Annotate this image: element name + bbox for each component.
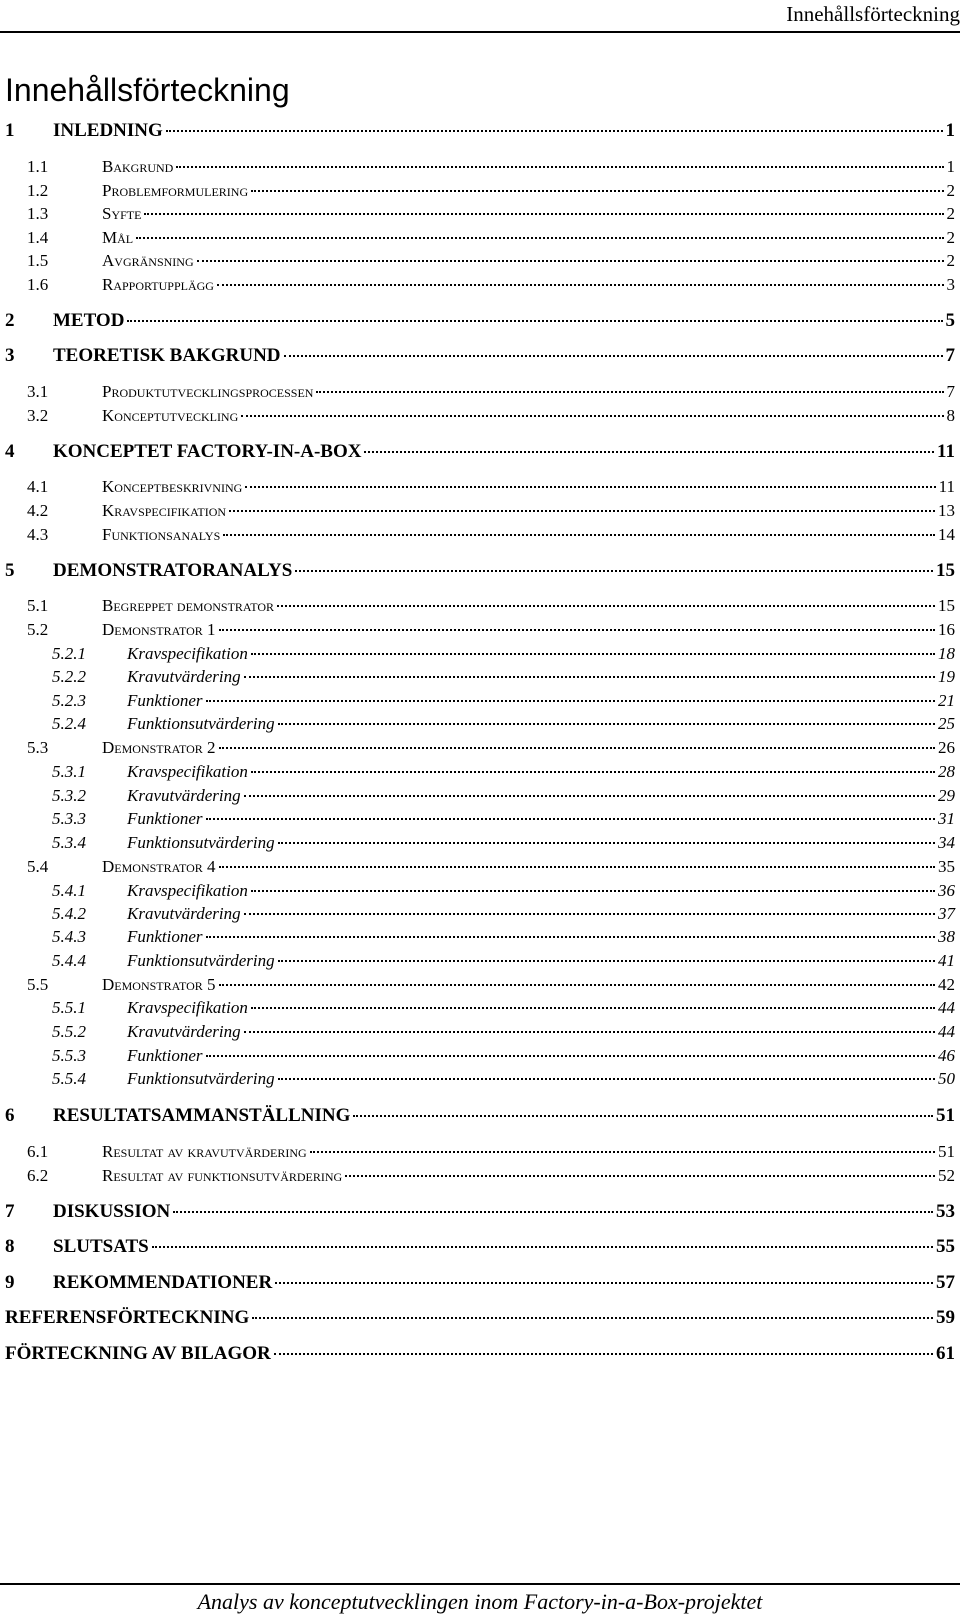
toc-entry-title: Funktioner	[127, 809, 203, 828]
dot-leader	[278, 723, 935, 725]
toc-entry[interactable]	[0, 808, 955, 830]
toc-entry-number: 5.5.2	[52, 1022, 86, 1041]
toc-entry-title: RESULTATSAMMANSTÄLLNING	[53, 1105, 351, 1126]
toc-entry-number: 1.5	[27, 251, 49, 270]
dot-leader	[241, 415, 943, 417]
dot-leader	[353, 1115, 933, 1117]
toc-entry[interactable]	[0, 309, 955, 333]
toc-entry-number: 1	[5, 120, 15, 141]
toc-entry[interactable]	[0, 476, 955, 498]
toc-entry-title: Kravutvärdering	[127, 904, 241, 923]
toc-entry-page-number: 44	[938, 998, 955, 1017]
toc-entry[interactable]	[0, 643, 955, 665]
dot-leader	[136, 237, 943, 239]
toc-entry-page-number: 8	[946, 406, 955, 425]
dot-leader	[173, 1211, 933, 1213]
toc-entry-number: 8	[5, 1236, 15, 1257]
toc-entry-title: Kravspecifikation	[127, 881, 248, 900]
dot-leader	[316, 391, 943, 393]
toc-entry[interactable]	[0, 974, 955, 996]
toc-entry[interactable]	[0, 880, 955, 902]
toc-entry-number: 5.5	[27, 975, 49, 994]
toc-entry-page-number: 50	[938, 1069, 955, 1088]
toc-entry-number: 5.5.4	[52, 1069, 86, 1088]
toc-entry-title: Funktionsanalys	[102, 525, 221, 544]
toc-entry-page-number: 42	[938, 975, 955, 994]
toc-entry[interactable]	[0, 524, 955, 546]
toc-entry-number: 5.4	[27, 857, 49, 876]
toc-entry-page-number: 3	[946, 275, 955, 294]
toc-entry-title: Kravutvärdering	[127, 667, 241, 686]
dot-leader	[229, 510, 935, 512]
toc-entry[interactable]	[0, 274, 955, 296]
toc-entry-page-number: 7	[946, 382, 955, 401]
toc-entry[interactable]	[0, 1235, 955, 1259]
toc-entry[interactable]	[0, 405, 955, 427]
toc-entry[interactable]	[0, 119, 955, 143]
toc-entry-title: Kravspecifikation	[127, 998, 248, 1017]
toc-entry-title: Resultat av kravutvärdering	[102, 1142, 307, 1161]
toc-entry-title: METOD	[53, 310, 125, 331]
toc-entry-number: 9	[5, 1272, 15, 1293]
toc-entry-number: 5.5.1	[52, 998, 86, 1017]
dot-leader	[274, 1353, 933, 1355]
page-title: Innehållsförteckning	[5, 72, 290, 108]
toc-entry-number: 1.1	[27, 157, 49, 176]
toc-entry-number: 1.6	[27, 275, 49, 294]
toc-entry-page-number: 1	[945, 120, 955, 141]
dot-leader	[144, 213, 943, 215]
dot-leader	[251, 771, 935, 773]
toc-entry[interactable]	[0, 227, 955, 249]
toc-entry-number: 5.4.2	[52, 904, 86, 923]
toc-entry-page-number: 37	[938, 904, 955, 923]
toc-entry-number: 2	[5, 310, 15, 331]
dot-leader	[219, 747, 936, 749]
toc-entry-title: Resultat av funktionsutvärdering	[102, 1166, 343, 1185]
dot-leader	[364, 451, 934, 453]
dot-leader	[295, 570, 933, 572]
dot-leader	[278, 960, 935, 962]
toc-entry[interactable]	[0, 559, 955, 583]
toc-entry-number: 3.2	[27, 406, 49, 425]
toc-entry-page-number: 7	[945, 345, 955, 366]
toc-entry-title: Avgränsning	[102, 251, 194, 270]
toc-entry-page-number: 29	[938, 786, 955, 805]
dot-leader	[251, 890, 935, 892]
dot-leader	[217, 284, 944, 286]
toc-entry-number: 4	[5, 441, 15, 462]
toc-entry[interactable]	[0, 903, 955, 925]
toc-entry-page-number: 1	[946, 157, 955, 176]
toc-entry-number: 1.2	[27, 181, 49, 200]
toc-entry-number: 5.1	[27, 596, 49, 615]
toc-entry-number: 5	[5, 560, 15, 581]
toc-entry-number: 5.5.3	[52, 1046, 86, 1065]
dot-leader	[251, 1007, 935, 1009]
toc-entry[interactable]	[0, 690, 955, 712]
dot-leader	[206, 818, 935, 820]
dot-leader	[251, 653, 935, 655]
toc-entry-page-number: 15	[938, 596, 955, 615]
toc-entry-page-number: 44	[938, 1022, 955, 1041]
toc-entry-number: 5.2.4	[52, 714, 86, 733]
toc-entry[interactable]	[0, 1306, 955, 1330]
toc-entry[interactable]	[0, 344, 955, 368]
toc-entry-title: Konceptbeskrivning	[102, 477, 243, 496]
toc-entry-number: 4.3	[27, 525, 49, 544]
dot-leader	[197, 260, 944, 262]
toc-entry-page-number: 11	[937, 441, 955, 462]
toc-entry-title: REFERENSFÖRTECKNING	[5, 1307, 250, 1328]
toc-entry-number: 6.1	[27, 1142, 49, 1161]
toc-entry-number: 5.2	[27, 620, 49, 639]
toc-entry-title: INLEDNING	[53, 120, 163, 141]
toc-entry-page-number: 31	[938, 809, 955, 828]
toc-entry[interactable]	[0, 785, 955, 807]
toc-entry-page-number: 61	[936, 1343, 955, 1364]
toc-entry-title: REKOMMENDATIONER	[53, 1272, 273, 1293]
toc-entry-title: Kravspecifikation	[127, 644, 248, 663]
toc-entry-title: Bakgrund	[102, 157, 174, 176]
toc-entry-title: SLUTSATS	[53, 1236, 149, 1257]
toc-entry-number: 1.3	[27, 204, 49, 223]
toc-entry[interactable]	[0, 1068, 955, 1090]
toc-entry-title: Rapportupplägg	[102, 275, 214, 294]
toc-entry[interactable]	[0, 440, 955, 464]
toc-entry-page-number: 57	[936, 1272, 955, 1293]
dot-leader	[152, 1246, 933, 1248]
toc-entry[interactable]	[0, 856, 955, 878]
toc-entry-page-number: 2	[946, 251, 955, 270]
toc-entry-number: 5.3	[27, 738, 49, 757]
dot-leader	[244, 1031, 935, 1033]
dot-leader	[166, 130, 943, 132]
toc-entry-title: Problemformulering	[102, 181, 249, 200]
toc-entry-page-number: 2	[946, 181, 955, 200]
toc-entry-title: Demonstrator 1	[102, 620, 216, 639]
running-header: Innehållsförteckning	[786, 2, 960, 26]
toc-entry[interactable]	[0, 1271, 955, 1295]
toc-entry[interactable]	[0, 156, 955, 178]
toc-entry-page-number: 38	[938, 927, 955, 946]
toc-entry-title: Funktionsutvärdering	[127, 714, 275, 733]
toc-entry-title: Funktionsutvärdering	[127, 1069, 275, 1088]
dot-leader	[219, 629, 936, 631]
toc-entry-page-number: 11	[938, 477, 955, 496]
toc-entry-number: 3.1	[27, 382, 49, 401]
toc-entry-number: 6.2	[27, 1166, 49, 1185]
toc-entry-title: Mål	[102, 228, 134, 247]
dot-leader	[284, 355, 943, 357]
toc-entry[interactable]	[0, 1021, 955, 1043]
toc-entry-page-number: 15	[936, 560, 955, 581]
toc-entry-number: 4.2	[27, 501, 49, 520]
toc-entry[interactable]	[0, 1104, 955, 1128]
toc-entry-number: 7	[5, 1201, 15, 1222]
toc-entry-page-number: 19	[938, 667, 955, 686]
toc-entry-number: 5.4.4	[52, 951, 86, 970]
toc-entry-page-number: 18	[938, 644, 955, 663]
dot-leader	[345, 1175, 935, 1177]
toc-entry-title: Funktioner	[127, 1046, 203, 1065]
toc-entry-page-number: 59	[936, 1307, 955, 1328]
toc-entry-number: 5.3.2	[52, 786, 86, 805]
toc-entry[interactable]	[0, 666, 955, 688]
toc-entry-page-number: 13	[938, 501, 955, 520]
toc-entry-number: 3	[5, 345, 15, 366]
toc-entry[interactable]	[0, 737, 955, 759]
toc-entry[interactable]	[0, 1165, 955, 1187]
toc-entry-title: Kravutvärdering	[127, 786, 241, 805]
toc-entry[interactable]	[0, 203, 955, 225]
toc-entry-page-number: 14	[938, 525, 955, 544]
toc-entry-page-number: 21	[938, 691, 955, 710]
toc-entry[interactable]	[0, 381, 955, 403]
dot-leader	[206, 700, 935, 702]
toc-entry-page-number: 46	[938, 1046, 955, 1065]
toc-entry-page-number: 16	[938, 620, 955, 639]
toc-entry-page-number: 51	[938, 1142, 955, 1161]
toc-entry-title: Kravspecifikation	[127, 762, 248, 781]
toc-entry-page-number: 36	[938, 881, 955, 900]
toc-entry-page-number: 2	[946, 228, 955, 247]
toc-entry-number: 5.4.1	[52, 881, 86, 900]
dot-leader	[277, 605, 935, 607]
dot-leader	[244, 913, 935, 915]
dot-leader	[278, 842, 935, 844]
toc-entry[interactable]	[0, 761, 955, 783]
toc-entry-number: 5.2.1	[52, 644, 86, 663]
dot-leader	[223, 534, 935, 536]
toc-entry-title: Demonstrator 2	[102, 738, 216, 757]
toc-entry-title: DEMONSTRATORANALYS	[53, 560, 293, 581]
toc-entry[interactable]	[0, 180, 955, 202]
toc-entry[interactable]	[0, 595, 955, 617]
toc-entry-number: 5.2.2	[52, 667, 86, 686]
toc-entry[interactable]	[0, 1200, 955, 1224]
toc-entry-page-number: 52	[938, 1166, 955, 1185]
toc-entry-number: 4.1	[27, 477, 49, 496]
toc-entry-page-number: 5	[945, 310, 955, 331]
toc-entry-title: FÖRTECKNING AV BILAGOR	[5, 1343, 271, 1364]
toc-entry-page-number: 35	[938, 857, 955, 876]
toc-entry-title: Demonstrator 5	[102, 975, 216, 994]
dot-leader	[244, 795, 935, 797]
toc-entry-title: Funktionsutvärdering	[127, 833, 275, 852]
dot-leader	[251, 190, 943, 192]
toc-entry-title: Funktioner	[127, 927, 203, 946]
toc-entry-number: 5.3.3	[52, 809, 86, 828]
toc-entry[interactable]	[0, 500, 955, 522]
toc-entry-number: 5.2.3	[52, 691, 86, 710]
toc-entry[interactable]	[0, 926, 955, 948]
dot-leader	[219, 984, 936, 986]
dot-leader	[252, 1317, 933, 1319]
toc-entry-title: KONCEPTET FACTORY-IN-A-BOX	[53, 441, 362, 462]
footer-divider	[0, 1583, 960, 1585]
toc-entry-page-number: 25	[938, 714, 955, 733]
toc-entry-title: DISKUSSION	[53, 1201, 171, 1222]
dot-leader	[278, 1078, 935, 1080]
dot-leader	[127, 320, 942, 322]
toc-entry[interactable]	[0, 1045, 955, 1067]
dot-leader	[176, 166, 943, 168]
dot-leader	[206, 1055, 935, 1057]
dot-leader	[275, 1282, 933, 1284]
toc-entry-page-number: 28	[938, 762, 955, 781]
toc-entry-number: 5.4.3	[52, 927, 86, 946]
toc-entry-title: Produktutvecklingsprocessen	[102, 382, 314, 401]
toc-entry-number: 1.4	[27, 228, 49, 247]
toc-entry-number: 6	[5, 1105, 15, 1126]
dot-leader	[219, 866, 936, 868]
toc-entry-title: Funktioner	[127, 691, 203, 710]
toc-entry-title: Demonstrator 4	[102, 857, 216, 876]
toc-entry-page-number: 53	[936, 1201, 955, 1222]
toc-entry-title: Funktionsutvärdering	[127, 951, 275, 970]
toc-entry-title: Syfte	[102, 204, 142, 223]
toc-entry[interactable]	[0, 713, 955, 735]
dot-leader	[245, 486, 935, 488]
toc-entry-number: 5.3.4	[52, 833, 86, 852]
toc-entry-number: 5.3.1	[52, 762, 86, 781]
toc-entry[interactable]	[0, 1141, 955, 1163]
toc-entry-title: TEORETISK BAKGRUND	[53, 345, 281, 366]
toc-entry-page-number: 55	[936, 1236, 955, 1257]
toc-entry-page-number: 34	[938, 833, 955, 852]
toc-entry[interactable]	[0, 1342, 955, 1366]
toc-entry-page-number: 41	[938, 951, 955, 970]
toc-entry-title: Konceptutveckling	[102, 406, 239, 425]
toc-entry-page-number: 51	[936, 1105, 955, 1126]
toc-entry-page-number: 2	[946, 204, 955, 223]
toc-entry-title: Begreppet demonstrator	[102, 596, 275, 615]
dot-leader	[310, 1151, 935, 1153]
dot-leader	[206, 936, 935, 938]
toc-entry[interactable]	[0, 619, 955, 641]
toc-entry-title: Kravspecifikation	[102, 501, 227, 520]
toc-entry[interactable]	[0, 997, 955, 1019]
toc-entry[interactable]	[0, 832, 955, 854]
running-footer: Analys av konceptutvecklingen inom Factory-in-a-Box-projektet	[197, 1589, 763, 1614]
toc-entry-page-number: 26	[938, 738, 955, 757]
toc-entry[interactable]	[0, 950, 955, 972]
toc-entry[interactable]	[0, 250, 955, 272]
toc-entry-title: Kravutvärdering	[127, 1022, 241, 1041]
dot-leader	[244, 676, 935, 678]
